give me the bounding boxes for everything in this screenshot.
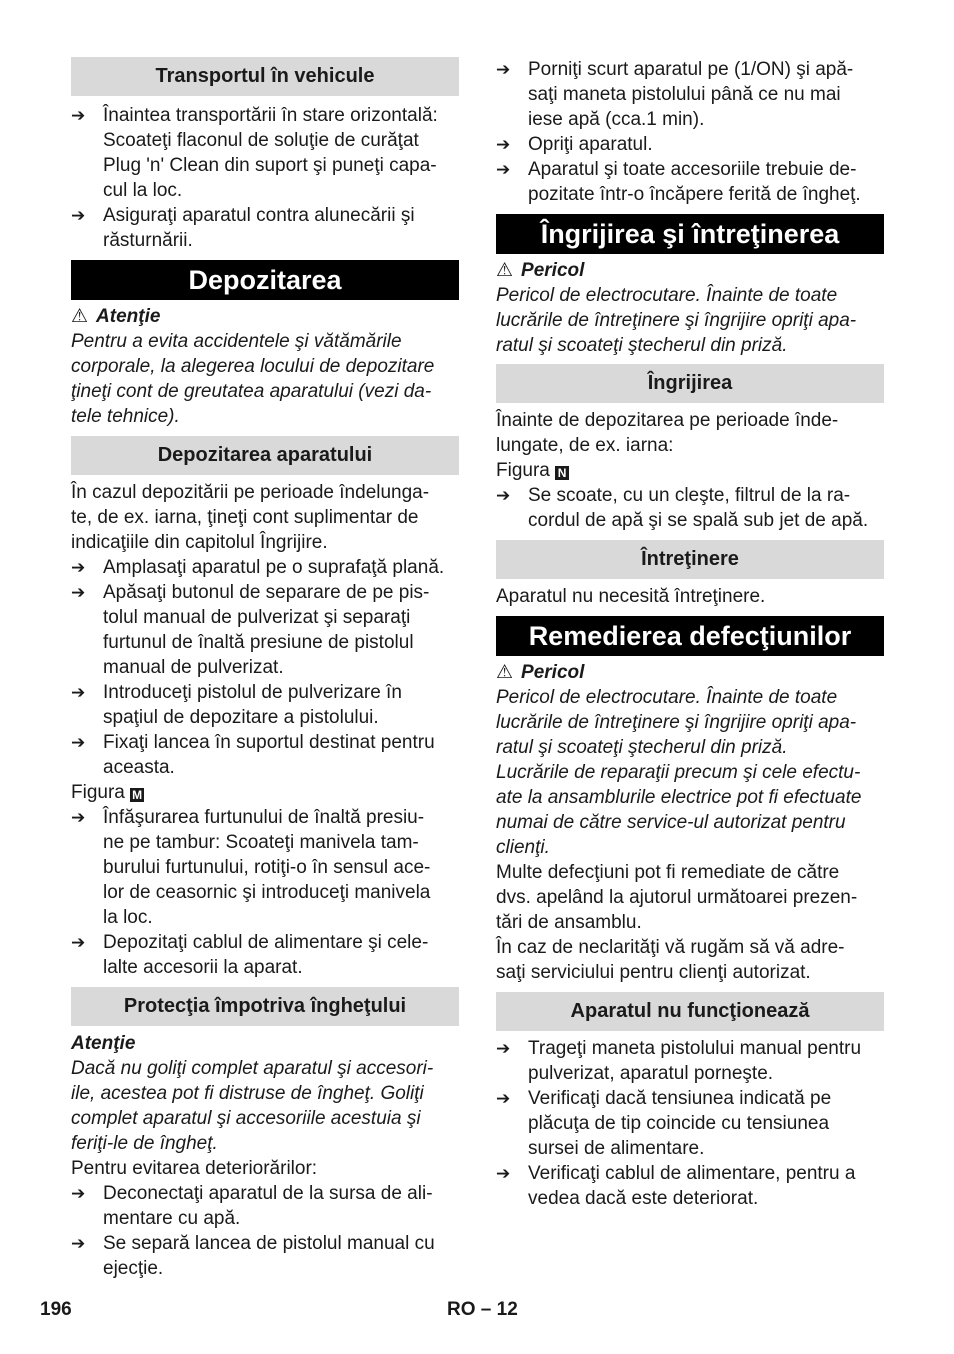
text-line: Pericol de electrocutare. Înainte de toate: [496, 285, 838, 306]
text-line: manual de pulverizat.: [103, 657, 284, 678]
text-line: plăcuţa de tip coincide cu tensiunea: [528, 1113, 830, 1134]
arrow-icon: ➔: [496, 135, 511, 154]
text-line: sursei de alimentare.: [528, 1138, 705, 1159]
intro-text: [71, 480, 459, 555]
warning-icon: ⚠: [71, 306, 89, 327]
bullet-item: [71, 680, 459, 730]
warning-text: [71, 329, 459, 429]
arrow-icon: ➔: [71, 1184, 86, 1203]
text-line: aceasta.: [103, 757, 175, 778]
bullet-item: [496, 57, 884, 132]
text-line: lucrările de întreţinere şi îngrijire opriţi apa-: [496, 712, 857, 733]
text-line: Se scoate, cu un cleşte, filtrul de la ra-: [528, 485, 851, 506]
arrow-icon: ➔: [71, 1234, 86, 1253]
text-line: ate la ansamblurile electrice pot fi efectuate: [496, 787, 862, 808]
bullet-item: [496, 132, 884, 157]
arrow-icon: ➔: [71, 558, 86, 577]
arrow-icon: ➔: [71, 106, 86, 125]
warning-text: [71, 1056, 459, 1156]
text-line: Înainte de depozitarea pe perioade înde-: [496, 410, 839, 431]
text-line: Deconectaţi aparatul de la sursa de ali-: [103, 1183, 433, 1204]
heading-depozitarea-aparatului: Depozitarea aparatului: [71, 436, 459, 475]
text-line: ţineţi cont de greutatea aparatului (vezi da-: [71, 381, 432, 402]
arrow-icon: ➔: [71, 808, 86, 827]
heading-ingrijire-intretinere: Îngrijirea şi întreţinerea: [496, 214, 884, 254]
text-line: Asiguraţi aparatul contra alunecării şi: [103, 205, 415, 226]
text-line: lalte accesorii la aparat.: [103, 957, 303, 978]
arrow-icon: ➔: [71, 206, 86, 225]
text-line: complet aparatul şi accesoriile acestuia şi: [71, 1108, 421, 1129]
warning-icon: ⚠: [496, 662, 514, 683]
text-line: numai de către service-ul autorizat pentru: [496, 812, 846, 833]
bullet-item: [71, 730, 459, 780]
text-line: lungate, de ex. iarna:: [496, 435, 674, 456]
text-line: spaţiul de depozitare a pistolului.: [103, 707, 379, 728]
text-line: furtunul de înaltă presiune de pistolul: [103, 632, 414, 653]
text-line: tări de ansamblu.: [496, 912, 642, 933]
text-line: Pericol de electrocutare. Înainte de toate: [496, 687, 838, 708]
text-line: saţi maneta pistolului până ce nu mai: [528, 84, 841, 105]
text-line: lor de ceasornic şi introduceţi manivela: [103, 882, 431, 903]
heading-ingrijirea: Îngrijirea: [496, 364, 884, 403]
body-text: [496, 935, 884, 985]
arrow-icon: ➔: [71, 683, 86, 702]
heading-nu-functioneaza: Aparatul nu funcţionează: [496, 992, 884, 1031]
figure-reference: Figura M: [71, 782, 143, 803]
bullet-item: [71, 805, 459, 930]
text-line: te, de ex. iarna, ţineţi cont suplimentar de: [71, 507, 419, 528]
text-line: mentare cu apă.: [103, 1208, 241, 1229]
text-line: Aparatul şi toate accesoriile trebuie de-: [528, 159, 857, 180]
text-line: tolul manual de pulverizat şi separaţi: [103, 607, 411, 628]
warning-label: Atenţie: [71, 1033, 136, 1054]
heading-depozitarea: Depozitarea: [71, 260, 459, 300]
bullet-item: [496, 157, 884, 207]
heading-intretinere: Întreţinere: [496, 540, 884, 579]
body-text: [496, 860, 884, 935]
bullet-item: [71, 1231, 459, 1281]
intro-text: [496, 408, 884, 458]
text-line: Plug 'n' Clean din suport şi puneţi capa-: [103, 155, 437, 176]
text-line: În caz de neclarităţi vă rugăm să vă adre-: [496, 937, 845, 958]
text-line: indicaţiile din capitolul Îngrijire.: [71, 532, 328, 553]
text-line: Depozitaţi cablul de alimentare şi cele-: [103, 932, 429, 953]
arrow-icon: ➔: [496, 160, 511, 179]
text-line: Verificaţi cablul de alimentare, pentru a: [528, 1163, 856, 1184]
bullet-item: [71, 555, 459, 580]
warning-text: [496, 283, 884, 358]
text-line: ne pe tambur: Scoateţi manivela tam-: [103, 832, 419, 853]
figure-letter-badge: N: [555, 466, 569, 480]
text-line: ejecţie.: [103, 1258, 164, 1279]
arrow-icon: ➔: [71, 933, 86, 952]
text-line: lucrările de întreţinere şi îngrijire opriţi apa-: [496, 310, 857, 331]
text-line: Trageţi maneta pistolului manual pentru: [528, 1038, 862, 1059]
text-line: răsturnării.: [103, 230, 193, 251]
bullet-item: [71, 103, 459, 203]
body-text: Aparatul nu necesită întreţinere.: [496, 586, 766, 607]
text-line: Introduceţi pistolul de pulverizare în: [103, 682, 402, 703]
warning-label: ⚠ Pericol: [496, 260, 585, 281]
page-number: 196: [40, 1299, 72, 1320]
text-line: Porniţi scurt aparatul pe (1/ON) şi apă-: [528, 59, 854, 80]
text-line: Amplasaţi aparatul pe o suprafaţă plană.: [103, 557, 445, 578]
text-line: Dacă nu goliţi complet aparatul şi accesori-: [71, 1058, 434, 1079]
figure-reference: Figura N: [496, 458, 884, 483]
heading-remedierea: Remedierea defecţiunilor: [496, 616, 884, 656]
text-line: cul la loc.: [103, 180, 183, 201]
text-line: tele tehnice).: [71, 406, 180, 427]
arrow-icon: ➔: [71, 733, 86, 752]
text-line: saţi serviciului pentru clienţi autorizat.: [496, 962, 811, 983]
text-line: ratul şi scoateţi ştecherul din priză.: [496, 737, 788, 758]
text-line: feriţi-le de îngheţ.: [71, 1133, 218, 1154]
bullet-item: [496, 483, 884, 533]
text-line: Verificaţi dacă tensiunea indicată pe: [528, 1088, 832, 1109]
text-line: Înaintea transportării în stare orizontală:: [103, 105, 438, 126]
text-line: Înfăşurarea furtunului de înaltă presiu-: [103, 807, 425, 828]
text-line: ratul şi scoateţi ştecherul din priză.: [496, 335, 788, 356]
text-line: Apăsaţi butonul de separare de pe pis-: [103, 582, 430, 603]
text-line: Lucrările de reparaţii precum şi cele efectu-: [496, 762, 861, 783]
bullet-item: [71, 203, 459, 253]
bullet-item: [71, 580, 459, 680]
text-line: burului furtunului, rotiţi-o în sensul ace-: [103, 857, 431, 878]
text-line: Opriţi aparatul.: [528, 134, 653, 155]
text-line: Multe defecţiuni pot fi remediate de către: [496, 862, 840, 883]
warning-text: [496, 685, 884, 860]
section-page-number: RO – 12: [447, 1299, 518, 1320]
arrow-icon: ➔: [496, 1089, 511, 1108]
text-line: Scoateţi flaconul de soluţie de curăţat: [103, 130, 419, 151]
arrow-icon: ➔: [496, 60, 511, 79]
text-line: ile, acestea pot fi distruse de îngheţ. Goliţi: [71, 1083, 424, 1104]
text-line: Fixaţi lancea în suportul destinat pentru: [103, 732, 435, 753]
heading-protectie: Protecţia împotriva îngheţului: [71, 987, 459, 1026]
text-line: corporale, la alegerea locului de depozitare: [71, 356, 435, 377]
arrow-icon: ➔: [496, 486, 511, 505]
warning-label: ⚠ Pericol: [496, 662, 585, 683]
text-line: Pentru a evita accidentele şi vătămările: [71, 331, 402, 352]
text-line: cordul de apă şi se spală sub jet de apă.: [528, 510, 869, 531]
text-line: pulverizat, aparatul porneşte.: [528, 1063, 774, 1084]
text-line: la loc.: [103, 907, 153, 928]
text-line: Se separă lancea de pistolul manual cu: [103, 1233, 435, 1254]
bullet-item: [71, 1181, 459, 1231]
left-column: [71, 57, 459, 1281]
bullet-item: [496, 1161, 884, 1211]
bullet-item: [71, 930, 459, 980]
arrow-icon: ➔: [496, 1039, 511, 1058]
bullet-item: [496, 1036, 884, 1086]
warning-label: ⚠ Atenţie: [71, 306, 161, 327]
right-column: [496, 57, 884, 1211]
warning-icon: ⚠: [496, 260, 514, 281]
arrow-icon: ➔: [71, 583, 86, 602]
text-line: iese apă (cca.1 min).: [528, 109, 705, 130]
bullet-item: [496, 1086, 884, 1161]
text-line: clienţi.: [496, 837, 550, 858]
arrow-icon: ➔: [496, 1164, 511, 1183]
intro-text: Pentru evitarea deteriorărilor:: [71, 1158, 318, 1179]
heading-transport: Transportul în vehicule: [71, 57, 459, 96]
figure-letter-badge: M: [132, 788, 143, 802]
text-line: vedea dacă este deteriorat.: [528, 1188, 759, 1209]
text-line: În cazul depozitării pe perioade îndelunga-: [71, 482, 430, 503]
text-line: dvs. apelând la ajutorul următoarei prezen-: [496, 887, 858, 908]
text-line: pozitate într-o încăpere ferită de îngheţ.: [528, 184, 861, 205]
